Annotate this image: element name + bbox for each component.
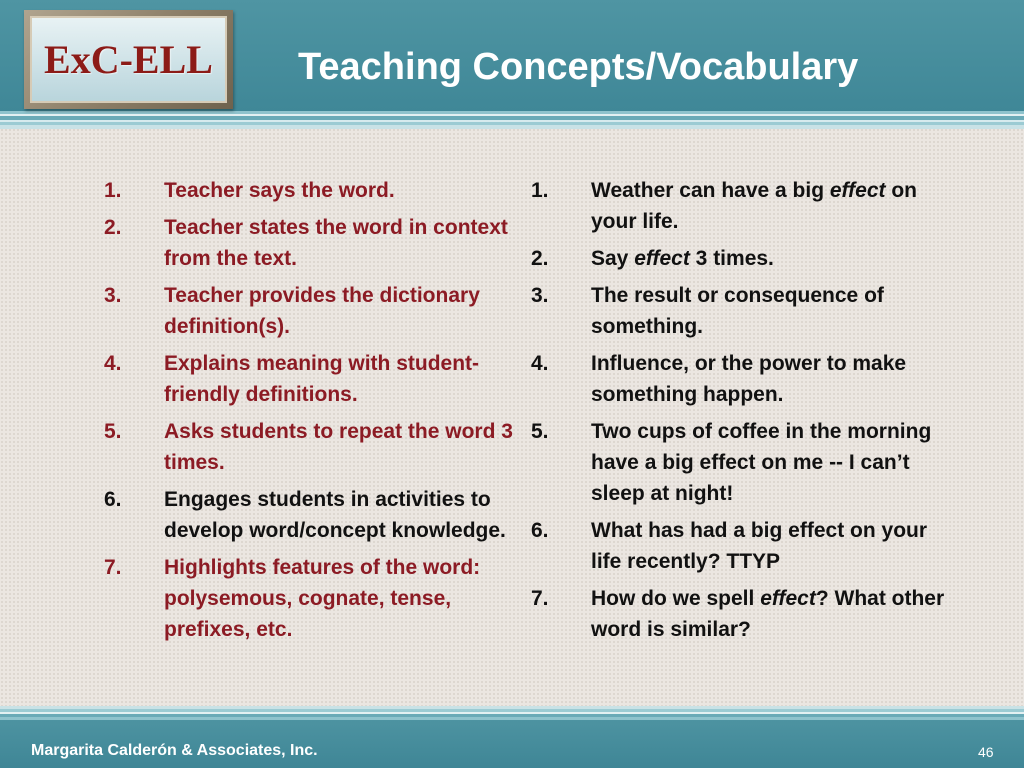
example-text bbox=[591, 175, 951, 237]
example-number: 5. bbox=[531, 420, 549, 443]
step-item bbox=[104, 212, 524, 274]
example-text bbox=[591, 583, 951, 645]
step-text: Teacher provides the dictionary definition(s). bbox=[164, 284, 480, 338]
footer-stripes bbox=[0, 706, 1024, 720]
example-text-pre: The result or consequence of something. bbox=[591, 284, 884, 338]
example-text-pre: What has had a big effect on your life recently? TTYP bbox=[591, 519, 928, 573]
example-text-post: on your life. bbox=[591, 179, 918, 233]
example-text-post: ? What other word is similar? bbox=[591, 587, 945, 641]
example-item bbox=[531, 515, 951, 577]
slide-title: Teaching Concepts/Vocabulary bbox=[298, 46, 859, 88]
header-stripes bbox=[0, 111, 1024, 129]
logo-frame bbox=[24, 10, 233, 109]
logo-text: ExC-ELL bbox=[44, 37, 213, 82]
step-number: 7. bbox=[104, 556, 122, 579]
example-item bbox=[531, 416, 951, 509]
example-text-pre: Weather can have a big bbox=[591, 179, 830, 202]
step-text: Explains meaning with student-friendly definitions. bbox=[164, 352, 480, 406]
example-keyword: effect bbox=[760, 587, 816, 610]
example-keyword: effect bbox=[829, 179, 886, 202]
example-keyword: effect bbox=[634, 247, 690, 270]
step-number: 4. bbox=[104, 352, 122, 375]
example-number: 1. bbox=[531, 179, 549, 202]
step-number: 3. bbox=[104, 284, 122, 307]
footer-organization: Margarita Calderón & Associates, Inc. bbox=[31, 742, 318, 759]
step-number: 2. bbox=[104, 216, 122, 239]
step-item bbox=[104, 484, 524, 546]
step-number: 5. bbox=[104, 420, 122, 443]
example-text bbox=[591, 515, 951, 577]
example-item bbox=[531, 280, 951, 342]
step-text: Highlights features of the word: polysemous, cognate, tense, prefixes, etc. bbox=[164, 556, 481, 641]
page-number: 46 bbox=[978, 744, 994, 760]
example-text-pre: Two cups of coffee in the morning have a big effect on me -- I can’t sleep at night! bbox=[591, 420, 932, 505]
example-text bbox=[591, 416, 951, 509]
example-text bbox=[591, 280, 951, 342]
step-text: Asks students to repeat the word 3 times. bbox=[164, 420, 513, 474]
example-number: 3. bbox=[531, 284, 549, 307]
example-item bbox=[531, 583, 951, 645]
step-number: 6. bbox=[104, 488, 122, 511]
step-text: Teacher states the word in context from the text. bbox=[164, 216, 508, 270]
example-text-pre: Influence, or the power to make something happen. bbox=[591, 352, 907, 406]
example-list bbox=[531, 175, 951, 651]
example-item bbox=[531, 243, 951, 274]
step-text: Engages students in activities to develop word/concept knowledge. bbox=[164, 488, 506, 542]
steps-list bbox=[104, 175, 524, 651]
example-number: 6. bbox=[531, 519, 549, 542]
step-item bbox=[104, 416, 524, 478]
example-text bbox=[591, 348, 951, 410]
example-item bbox=[531, 175, 951, 237]
example-item bbox=[531, 348, 951, 410]
example-text-post: 3 times. bbox=[689, 247, 774, 270]
step-item bbox=[104, 348, 524, 410]
example-text-pre: How do we spell bbox=[591, 587, 761, 610]
example-number: 2. bbox=[531, 247, 549, 270]
example-number: 4. bbox=[531, 352, 549, 375]
example-text bbox=[591, 243, 951, 274]
step-text: Teacher says the word. bbox=[164, 179, 395, 202]
example-text-pre: Say bbox=[591, 247, 635, 270]
example-number: 7. bbox=[531, 587, 549, 610]
step-item bbox=[104, 280, 524, 342]
step-item bbox=[104, 175, 524, 206]
step-number: 1. bbox=[104, 179, 122, 202]
step-item bbox=[104, 552, 524, 645]
logo-plate bbox=[30, 16, 227, 103]
